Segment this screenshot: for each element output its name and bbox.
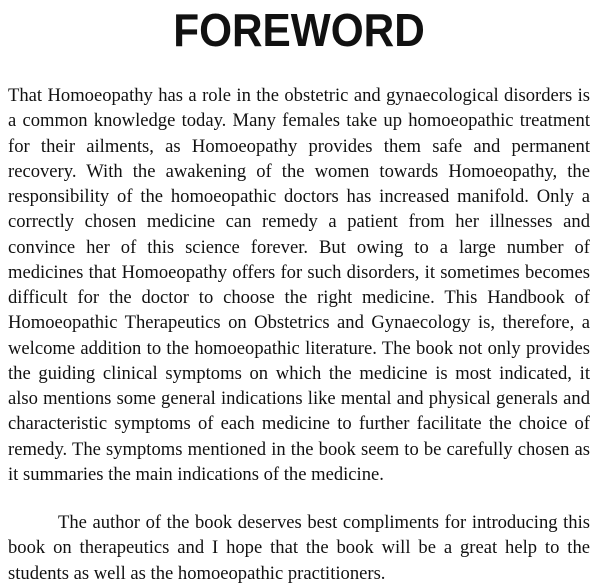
body-paragraph-2: The author of the book deserves best compliments for introducing this book on therapeutics and I hope that the book will be a great help to the students as well as the homoeopathic practitioners. (8, 512, 590, 584)
page-title: FOREWORD (173, 4, 425, 56)
body-paragraph-1: That Homoeopathy has a role in the obstetric and gynaecological disorders is a common knowledge today. Many females take up homoeopathic treatment for their ailments, as Homoeopathy provides them safe and permanent recovery. With the awakening of the women towards Homoeopathy, the responsibility of the homoeopathic doctors has increased manifold. Only a correctly chosen medicine can remedy a patient from her illnesses and convince her of this science forever. But owing to a large number of medicines that Homoeopathy offers for such disorders, it sometimes becomes difficult for the doctor to choose the right medicine. This Handbook of Homoeopathic Therapeutics on Obstetrics and Gynaecology is, therefore, a welcome addition to the homoeopathic literature. The book not only provides the guiding clinical symptoms on which the medicine is most indicated, it also mentions some general indications like mental and physical generals and characteristic symptoms of each medicine to further facilitate the choice of remedy. The symptoms mentioned in the book seem to be carefully chosen as it summaries the main indications of the medicine. (8, 85, 590, 485)
